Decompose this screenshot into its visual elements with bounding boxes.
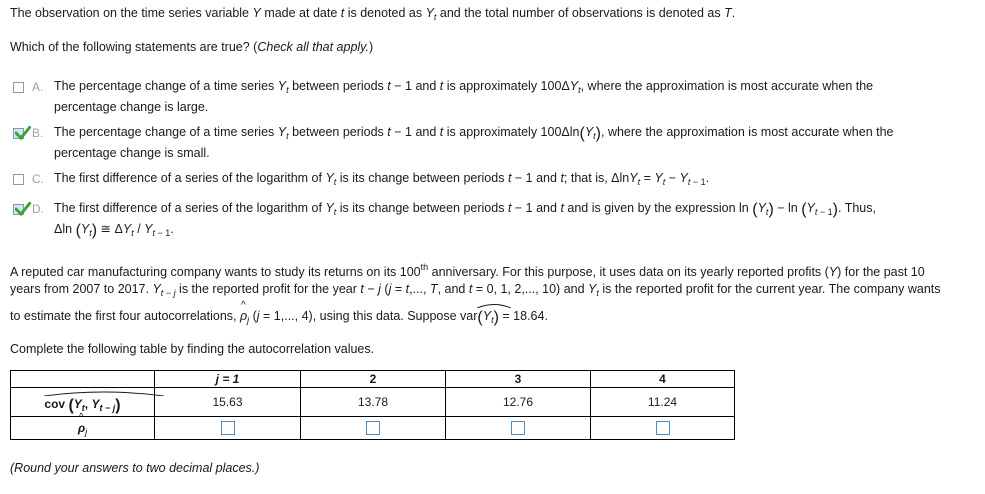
- problem-text-line3: to estimate the first four autocorrelations, ^ $\rho_j$ (j = 1,..., 4), using this data. Suppose var $(Y_t) = 18.64$.: [10, 306, 548, 323]
- option-c-text[interactable]: The first difference of a series of the logarithm of $Y_t$ is its change between periods t − 1 and t; that is, $\Delta\ln Y_t = Y_t - Y_{t - 1}$.: [54, 171, 710, 187]
- cov-label: cov ($Y_t$, $Y_{t - j}$): [11, 388, 155, 417]
- header-j2: 2: [301, 371, 446, 388]
- header-j1: j = 1: [155, 371, 301, 388]
- rho-input-j2[interactable]: [366, 421, 380, 435]
- instruction-text: Complete the following table by finding the autocorrelation values.: [10, 342, 375, 356]
- cov-value-j1: 15.63: [155, 388, 301, 417]
- table-row-rho: [11, 417, 735, 440]
- check-icon: [15, 126, 31, 140]
- autocorrelation-table: [10, 370, 735, 440]
- round-note: (Round your answers to two decimal places.): [10, 461, 260, 475]
- rho-cell-j2: [301, 417, 446, 440]
- header-blank: [11, 371, 155, 388]
- rho-cell-j1: [155, 417, 301, 440]
- intro-text: The observation on the time series variable Y made at date t is denoted as $Y_t$ and the total number of observations is denoted as T.: [10, 6, 736, 22]
- option-a-letter: A.: [32, 80, 44, 94]
- cov-value-j4: 11.24: [591, 388, 735, 417]
- option-d-checkbox[interactable]: [13, 204, 24, 215]
- option-b-letter: B.: [32, 126, 44, 140]
- option-c-checkbox[interactable]: [13, 174, 24, 185]
- cov-value-j2: 13.78: [301, 388, 446, 417]
- option-c-letter: C.: [32, 172, 44, 186]
- option-a-text[interactable]: The percentage change of a time series $Y_t$ between periods t − 1 and t is approximately $100\Delta Y_t$, where the approximation is most accurate when the percentage change is large.: [54, 79, 874, 114]
- problem-text: A reputed car manufacturing company wants to study its returns on its 100th anniversary. For this purpose, it uses data on its yearly reported profits (Y) for the past 10 years from 2007 to 2017. $Y_{t - j}$ is the reported profit for the year t − j (j = t,..., T, and t = 0, 1, 2,..., 10) and $Y_t$ is the reported profit for the current year. The company wants: [10, 262, 941, 298]
- option-b-text[interactable]: The percentage change of a time series $Y_t$ between periods t − 1 and t is approximately $100\Delta\ln(Y_t)$, where the approximation is most accurate when the percentage change is small.: [54, 125, 894, 160]
- check-icon: [15, 202, 31, 216]
- rho-input-j1[interactable]: [221, 421, 235, 435]
- option-a-checkbox[interactable]: [13, 82, 24, 93]
- table-header-row: [11, 371, 735, 388]
- header-j3: 3: [446, 371, 591, 388]
- rho-input-j4[interactable]: [656, 421, 670, 435]
- option-b-checkbox[interactable]: [13, 128, 24, 139]
- option-d-text[interactable]: The first difference of a series of the logarithm of $Y_t$ is its change between periods t − 1 and t and is given by the expression $\ln (Y_t) - \ln (Y_{t - 1})$. Thus, Δln $(Y_t)$ ≅ $\Delta Y_t / Y_{t - 1}$.: [54, 201, 876, 239]
- rho-label: ^ $\rho_j$: [11, 417, 155, 440]
- table-row-cov: [11, 388, 735, 417]
- option-d-letter: D.: [32, 202, 44, 216]
- question-text: Which of the following statements are true? (Check all that apply.): [10, 40, 374, 54]
- rho-cell-j4: [591, 417, 735, 440]
- rho-input-j3[interactable]: [511, 421, 525, 435]
- rho-cell-j3: [446, 417, 591, 440]
- header-j4: 4: [591, 371, 735, 388]
- cov-value-j3: 12.76: [446, 388, 591, 417]
